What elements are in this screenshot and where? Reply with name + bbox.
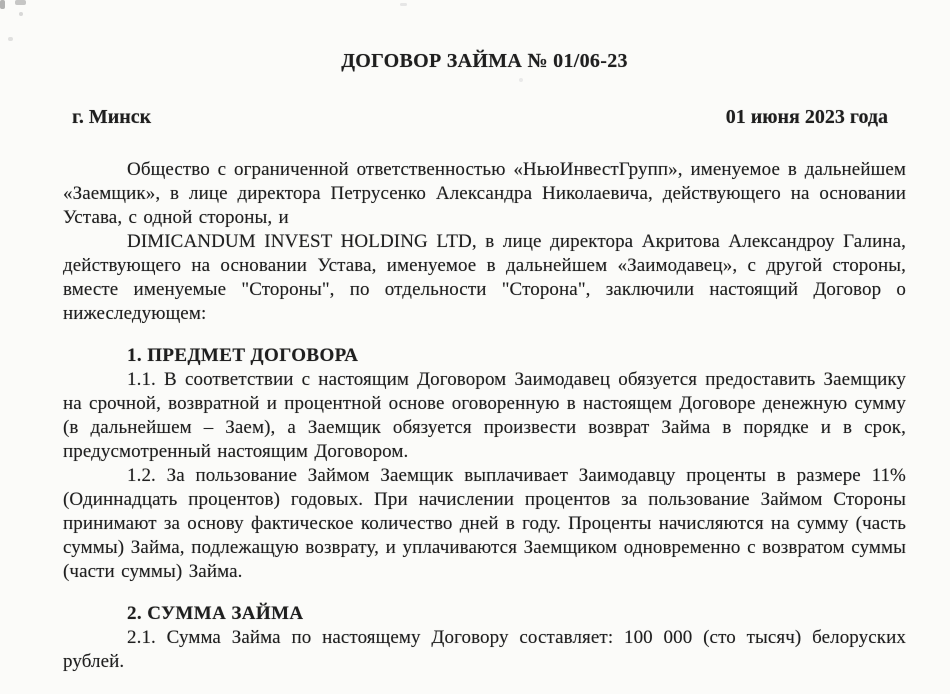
clause-1-2: 1.2. За пользование Займом Заемщик выплачивает Заимодавцу проценты в размере 11% (Одиннадцать процентов) годовых. При начислении процентов за пользование Займом Стороны принимают за основу фактическое количество дней в году. Проценты начисляются на сумму (часть суммы) Займа, подлежащую возврату, и уплачиваются Заемщиком одновременно с возвратом суммы (части суммы) Займа. (63, 465, 906, 582)
place-label: г. Минск (72, 106, 152, 128)
place-date-row (63, 104, 906, 130)
document-title: ДОГОВОР ЗАЙМА № 01/06-23 (341, 50, 628, 72)
preamble-paragraph-lender: DIMICANDUM INVEST HOLDING LTD, в лице директора Акритова Александроу Галина, действующего на основании Устава, именуемое в дальнейшем «Заимодавец», с другой стороны, вместе именуемые "Стороны", по отдельности "Сторона", заключили настоящий Договор о нижеследующем: (63, 231, 906, 324)
clause-1-1: 1.1. В соответствии с настоящим Договором Заимодавец обязуется предоставить Заемщику на срочной, возвратной и процентной основе оговоренную в настоящем Договоре денежную сумму (в дальнейшем – Заем), а Заемщик обязуется произвести возврат Займа в порядке и в срок, предусмотренный настоящим Договором. (63, 369, 906, 462)
section-2-heading: 2. СУММА ЗАЙМА (127, 603, 304, 624)
preamble-paragraph-borrower: Общество с ограниченной ответственностью «НьюИнвестГрупп», именуемое в дальнейшем «Заемщик», в лице директора Петрусенко Александра Николаевича, действующего на основании Устава, с одной стороны, и (63, 159, 906, 228)
clause-2-1: 2.1. Сумма Займа по настоящему Договору составляет: 100 000 (сто тысяч) белоруских рублей. (63, 627, 906, 672)
section-1-heading: 1. ПРЕДМЕТ ДОГОВОРА (127, 345, 359, 366)
date-label: 01 июня 2023 года (725, 106, 888, 128)
